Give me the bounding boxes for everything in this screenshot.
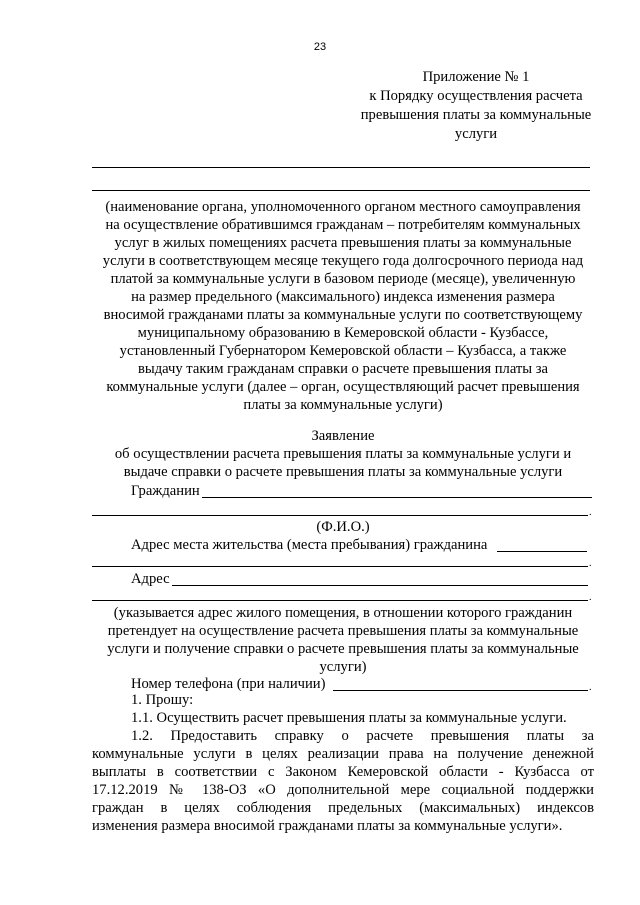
phone-input-line[interactable] <box>333 690 588 691</box>
note-line: установленный Губернатором Кемеровской области – Кузбасса, а также <box>119 343 567 359</box>
address-input-line[interactable] <box>172 585 588 586</box>
request-item-1-1: 1.1. Осуществить расчет превышения платы за коммунальные услуги. <box>131 710 567 726</box>
request-item-1-2-line: граждан в целях соблюдения предельных (максимальных) индексов <box>92 800 594 816</box>
residence-input-line[interactable] <box>497 551 587 552</box>
note-line: услуг в жилых помещениях расчета превышения платы за коммунальные <box>114 235 572 251</box>
note-line: на осуществление обратившимся гражданам – потребителям коммунальных <box>105 217 581 233</box>
residence-label: Адрес места жительства (места пребывания) гражданина <box>131 537 488 553</box>
authority-note <box>92 198 594 414</box>
phone-label: Номер телефона (при наличии) <box>131 676 326 692</box>
citizen-input-line-2[interactable] <box>92 515 588 516</box>
subtitle-line: выдаче справки о расчете превышения платы за коммунальные услуги <box>123 464 563 480</box>
note-line: (наименование органа, уполномоченного органом местного самоуправления <box>105 199 581 215</box>
request-item-1-2-line: коммунальные услуги в целях реализации права на получение денежной <box>92 746 594 762</box>
appendix-line: к Порядку осуществления расчета <box>369 88 583 104</box>
appendix-line: Приложение № 1 <box>422 69 530 85</box>
appendix-header <box>330 68 622 144</box>
line-end-dot: . <box>589 507 592 518</box>
residence-input-line-2[interactable] <box>92 566 588 567</box>
statement-title: Заявление <box>311 428 375 444</box>
citizen-input-line[interactable] <box>202 497 592 498</box>
note-line: вносимой гражданами платы за коммунальные услуги по соответствующему <box>103 307 583 323</box>
statement-subtitle <box>92 445 594 481</box>
hint-line: претендует на осуществление расчета превышения платы за коммунальные <box>107 623 579 639</box>
note-line: коммунальные услуги (далее – орган, осуществляющий расчет превышения <box>106 379 580 395</box>
authority-blank-line-2[interactable] <box>92 190 590 191</box>
note-line: платы за коммунальные услуги) <box>243 397 443 413</box>
page-number: 23 <box>313 41 327 53</box>
request-item-1: 1. Прошу: <box>131 692 194 708</box>
note-line: муниципальному образованию в Кемеровской области - Кузбассе, <box>137 325 549 341</box>
request-item-1-2-line: 17.12.2019 № 138-ОЗ «О дополнительной мере социальной поддержки <box>92 782 594 798</box>
appendix-line: превышения платы за коммунальные <box>360 107 592 123</box>
address-hint <box>92 604 594 676</box>
address-label: Адрес <box>131 571 170 587</box>
authority-blank-line-1[interactable] <box>92 167 590 168</box>
line-end-dot: . <box>589 592 592 603</box>
line-end-dot: . <box>589 558 592 569</box>
request-item-1-2-line: выплаты в соответствии с Законом Кемеровской области - Кузбасса от <box>92 764 594 780</box>
note-line: услуги в соответствующем месяце текущего года долгосрочного периода над <box>102 253 584 269</box>
hint-line: услуги) <box>319 659 367 675</box>
appendix-line: услуги <box>454 126 498 142</box>
request-item-1-2-line: 1.2. Предоставить справку о расчете превышения платы за <box>131 728 594 744</box>
note-line: выдачу таким гражданам справки о расчете превышения платы за <box>138 361 548 377</box>
fio-hint: (Ф.И.О.) <box>316 519 370 535</box>
hint-line: (указывается адрес жилого помещения, в отношении которого гражданин <box>113 605 573 621</box>
subtitle-line: об осуществлении расчета превышения платы за коммунальные услуги и <box>114 446 572 462</box>
request-item-1-2-last-line: изменения размера вносимой гражданами платы за коммунальные услуги». <box>92 818 563 834</box>
note-line: на размер предельного (максимального) индекса изменения размера <box>131 289 555 305</box>
hint-line: услуги и получение справки о расчете превышения платы за коммунальные <box>107 641 579 657</box>
line-end-dot: . <box>589 682 592 693</box>
citizen-label: Гражданин <box>131 483 200 499</box>
note-line: платой за коммунальные услуги в базовом периоде (месяце), увеличенную <box>110 271 576 287</box>
address-input-line-2[interactable] <box>92 600 588 601</box>
